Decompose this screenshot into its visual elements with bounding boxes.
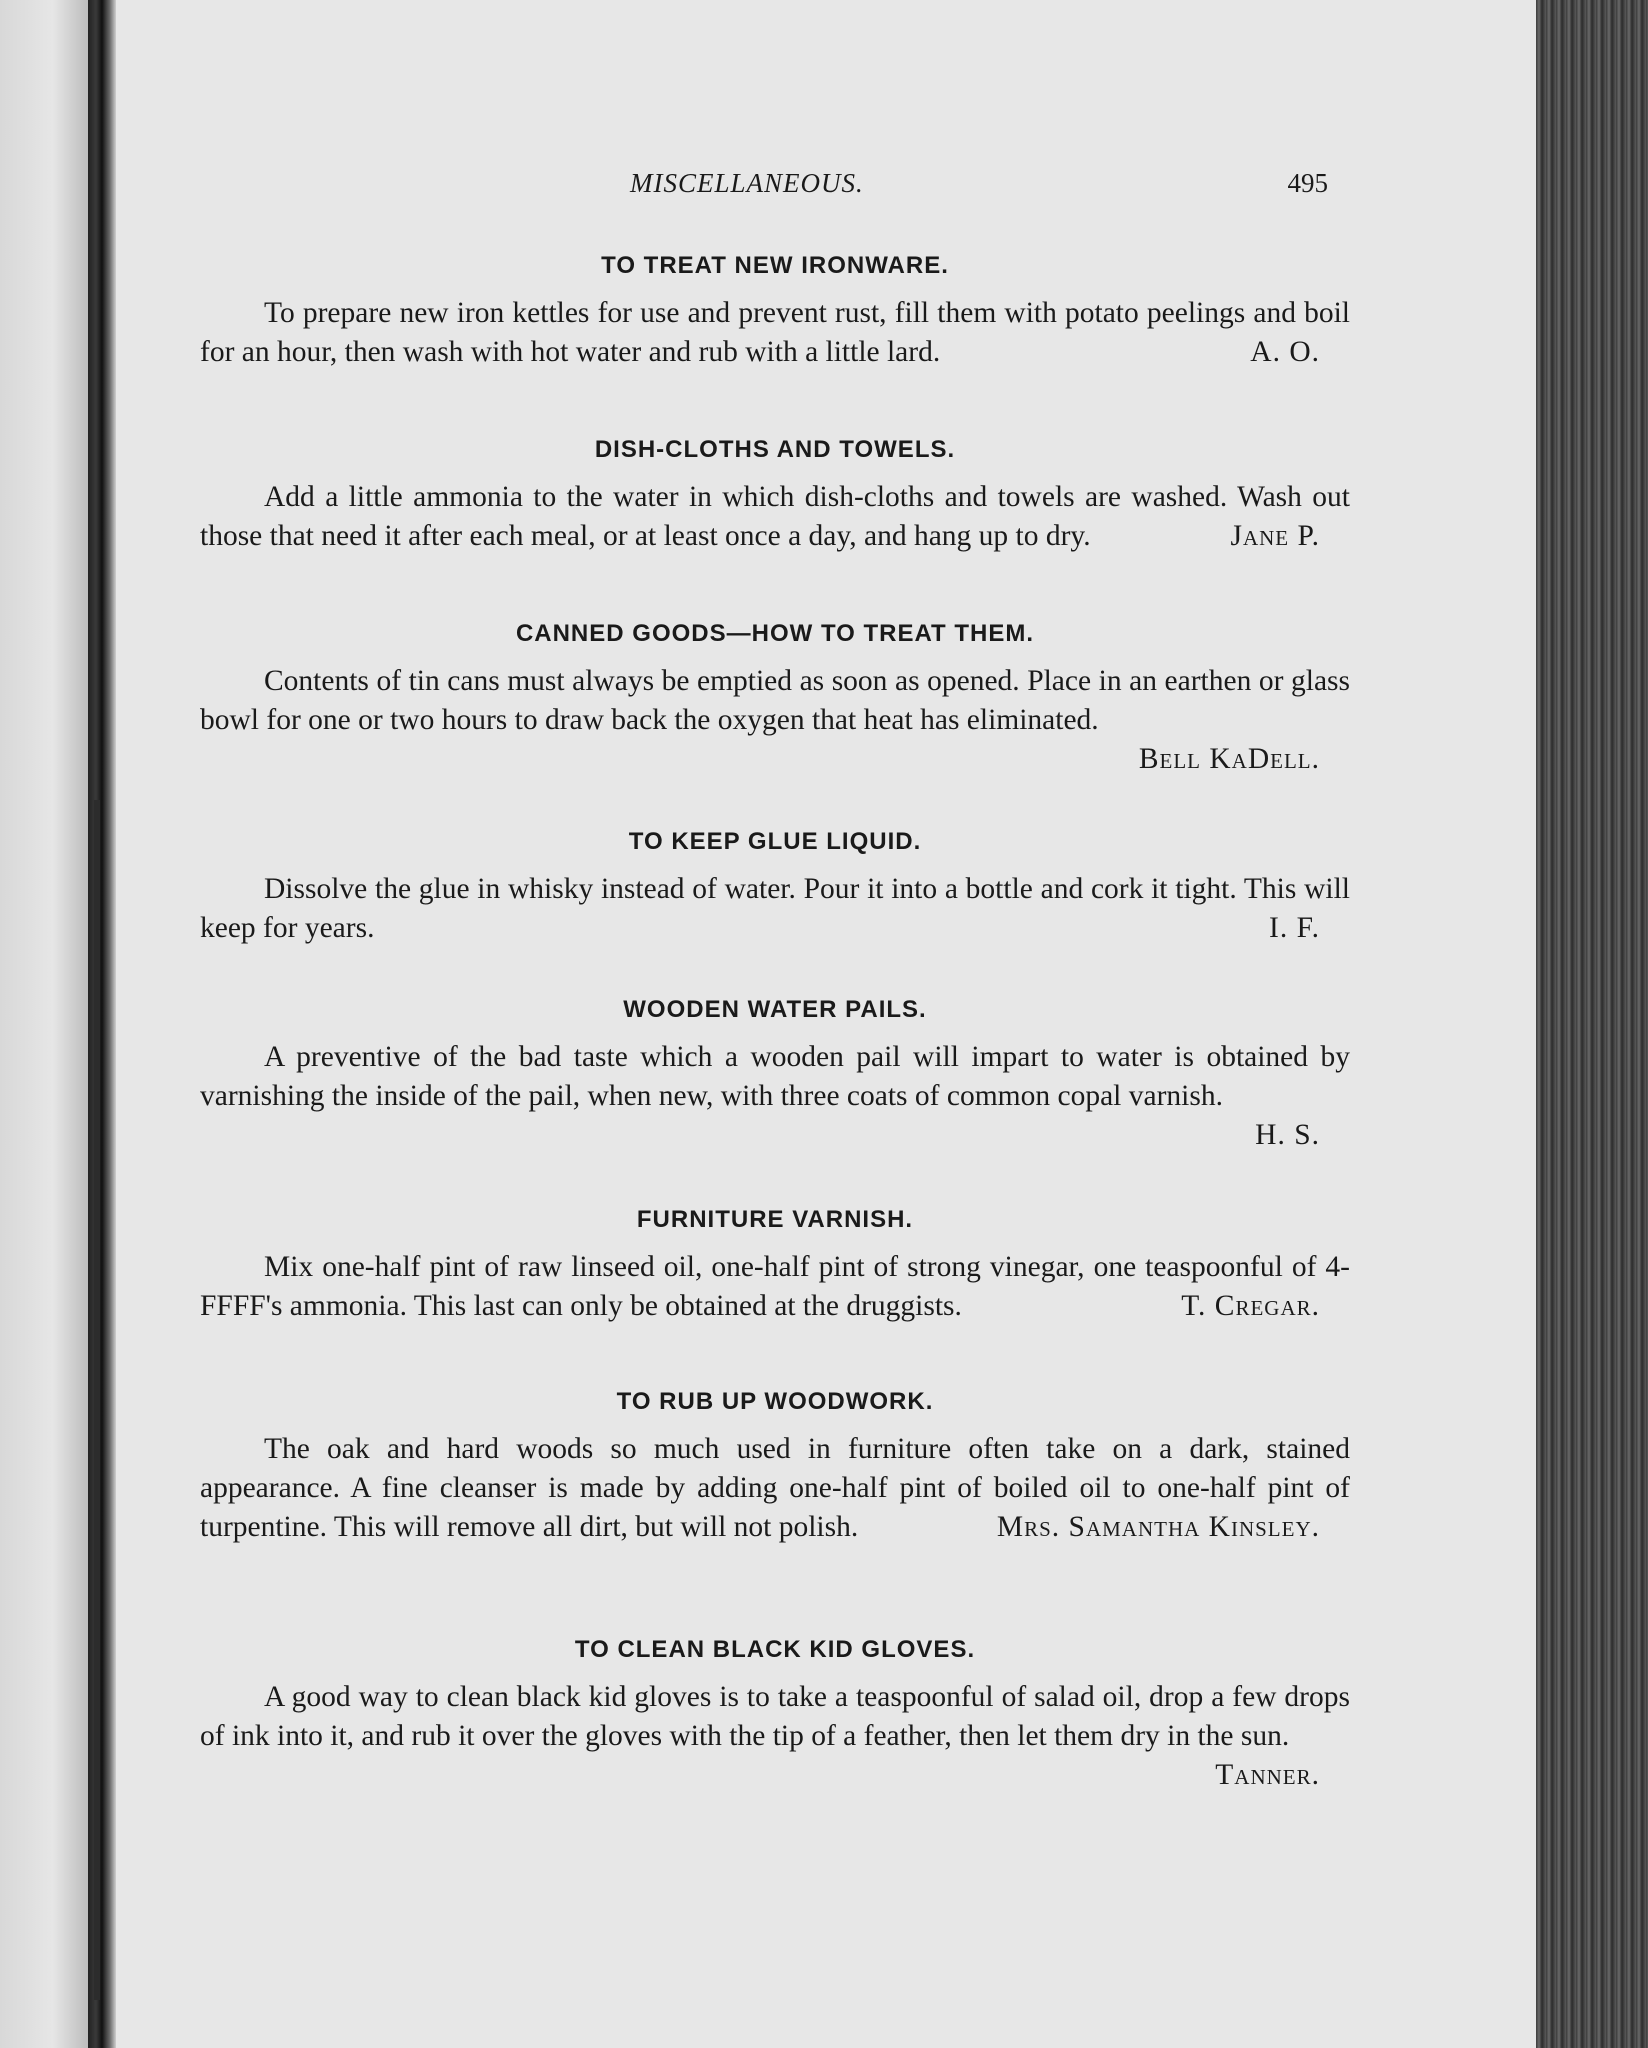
entry-heading: TO TREAT NEW IRONWARE. [601, 252, 949, 279]
entry-signature: A. O. [1250, 336, 1320, 368]
entry-body [200, 1678, 1350, 1791]
entry-text: A good way to clean black kid gloves is to take a teaspoonful of salad oil, drop a few drops of ink into it, and rub it over the gloves with the tip of a feather, then let them dry in the sun. [200, 1681, 1350, 1752]
entry-heading: TO KEEP GLUE LIQUID. [628, 828, 922, 855]
page-number: 495 [1287, 168, 1328, 198]
entry-body [200, 1038, 1350, 1151]
entry-body [200, 1248, 1350, 1326]
entry-heading: TO CLEAN BLACK KID GLOVES. [574, 1636, 976, 1663]
entry-kid-gloves [200, 1636, 1350, 1795]
entry-text: Add a little ammonia to the water in which dish-cloths and towels are washed. Wash out those that need it after each meal, or at least once a day, and hang up to dry. [200, 481, 1350, 552]
entry-furniture-varnish [200, 1206, 1350, 1326]
entry-ironware [200, 252, 1350, 372]
entry-body [200, 662, 1350, 775]
entry-body [200, 1430, 1350, 1547]
entry-body [200, 870, 1350, 948]
entry-glue [200, 828, 1350, 948]
entry-signature: Mrs. Samantha Kinsley. [996, 1511, 1320, 1543]
entry-heading: DISH-CLOTHS AND TOWELS. [594, 436, 956, 463]
entry-text: The oak and hard woods so much used in furniture often take on a dark, stained appearance. A fine cleanser is made by adding one-half pint of boiled oil to one-half pint of turpentine. This will remove all dirt, but will not polish. [200, 1433, 1350, 1543]
entry-body [200, 478, 1350, 556]
running-head-title: MISCELLANEOUS. [630, 168, 864, 198]
entry-signature: Bell KaDell. [1138, 743, 1320, 775]
entry-heading: WOODEN WATER PAILS. [623, 996, 927, 1023]
entry-body [200, 294, 1350, 372]
book-gutter [88, 0, 116, 2048]
entry-text: To prepare new iron kettles for use and prevent rust, fill them with potato peelings and boil for an hour, then wash with hot water and rub with a little lard. [200, 297, 1350, 368]
entry-heading: TO RUB UP WOODWORK. [616, 1388, 934, 1415]
running-head [200, 168, 1340, 208]
entry-text: Mix one-half pint of raw linseed oil, one-half pint of strong vinegar, one teaspoonful of 4-FFFF's ammonia. This last can only be obtained at the druggists. [200, 1251, 1350, 1322]
entry-text: Contents of tin cans must always be emptied as soon as opened. Place in an earthen or glass bowl for one or two hours to draw back the oxygen that heat has eliminated. [200, 665, 1350, 736]
entry-signature: Tanner. [1215, 1759, 1320, 1791]
entry-water-pails [200, 996, 1350, 1155]
entry-text: Dissolve the glue in whisky instead of water. Pour it into a bottle and cork it tight. This will keep for years. [200, 873, 1350, 944]
entry-signature: H. S. [1255, 1119, 1320, 1151]
facing-page-edge [0, 0, 88, 2048]
entry-signature: T. Cregar. [1181, 1290, 1320, 1322]
entry-dish-cloths [200, 436, 1350, 556]
entry-woodwork [200, 1388, 1350, 1547]
entry-heading: FURNITURE VARNISH. [636, 1206, 914, 1233]
page-stack-edges [1536, 0, 1648, 2048]
entry-heading: CANNED GOODS—HOW TO TREAT THEM. [515, 620, 1035, 647]
entry-canned-goods [200, 620, 1350, 779]
entry-text: A preventive of the bad taste which a wooden pail will impart to water is obtained by varnishing the inside of the pail, when new, with three coats of common copal varnish. [200, 1041, 1350, 1112]
entry-signature: I. F. [1269, 912, 1320, 944]
entry-signature: Jane P. [1230, 520, 1320, 552]
gutter-mark [94, 800, 100, 2000]
